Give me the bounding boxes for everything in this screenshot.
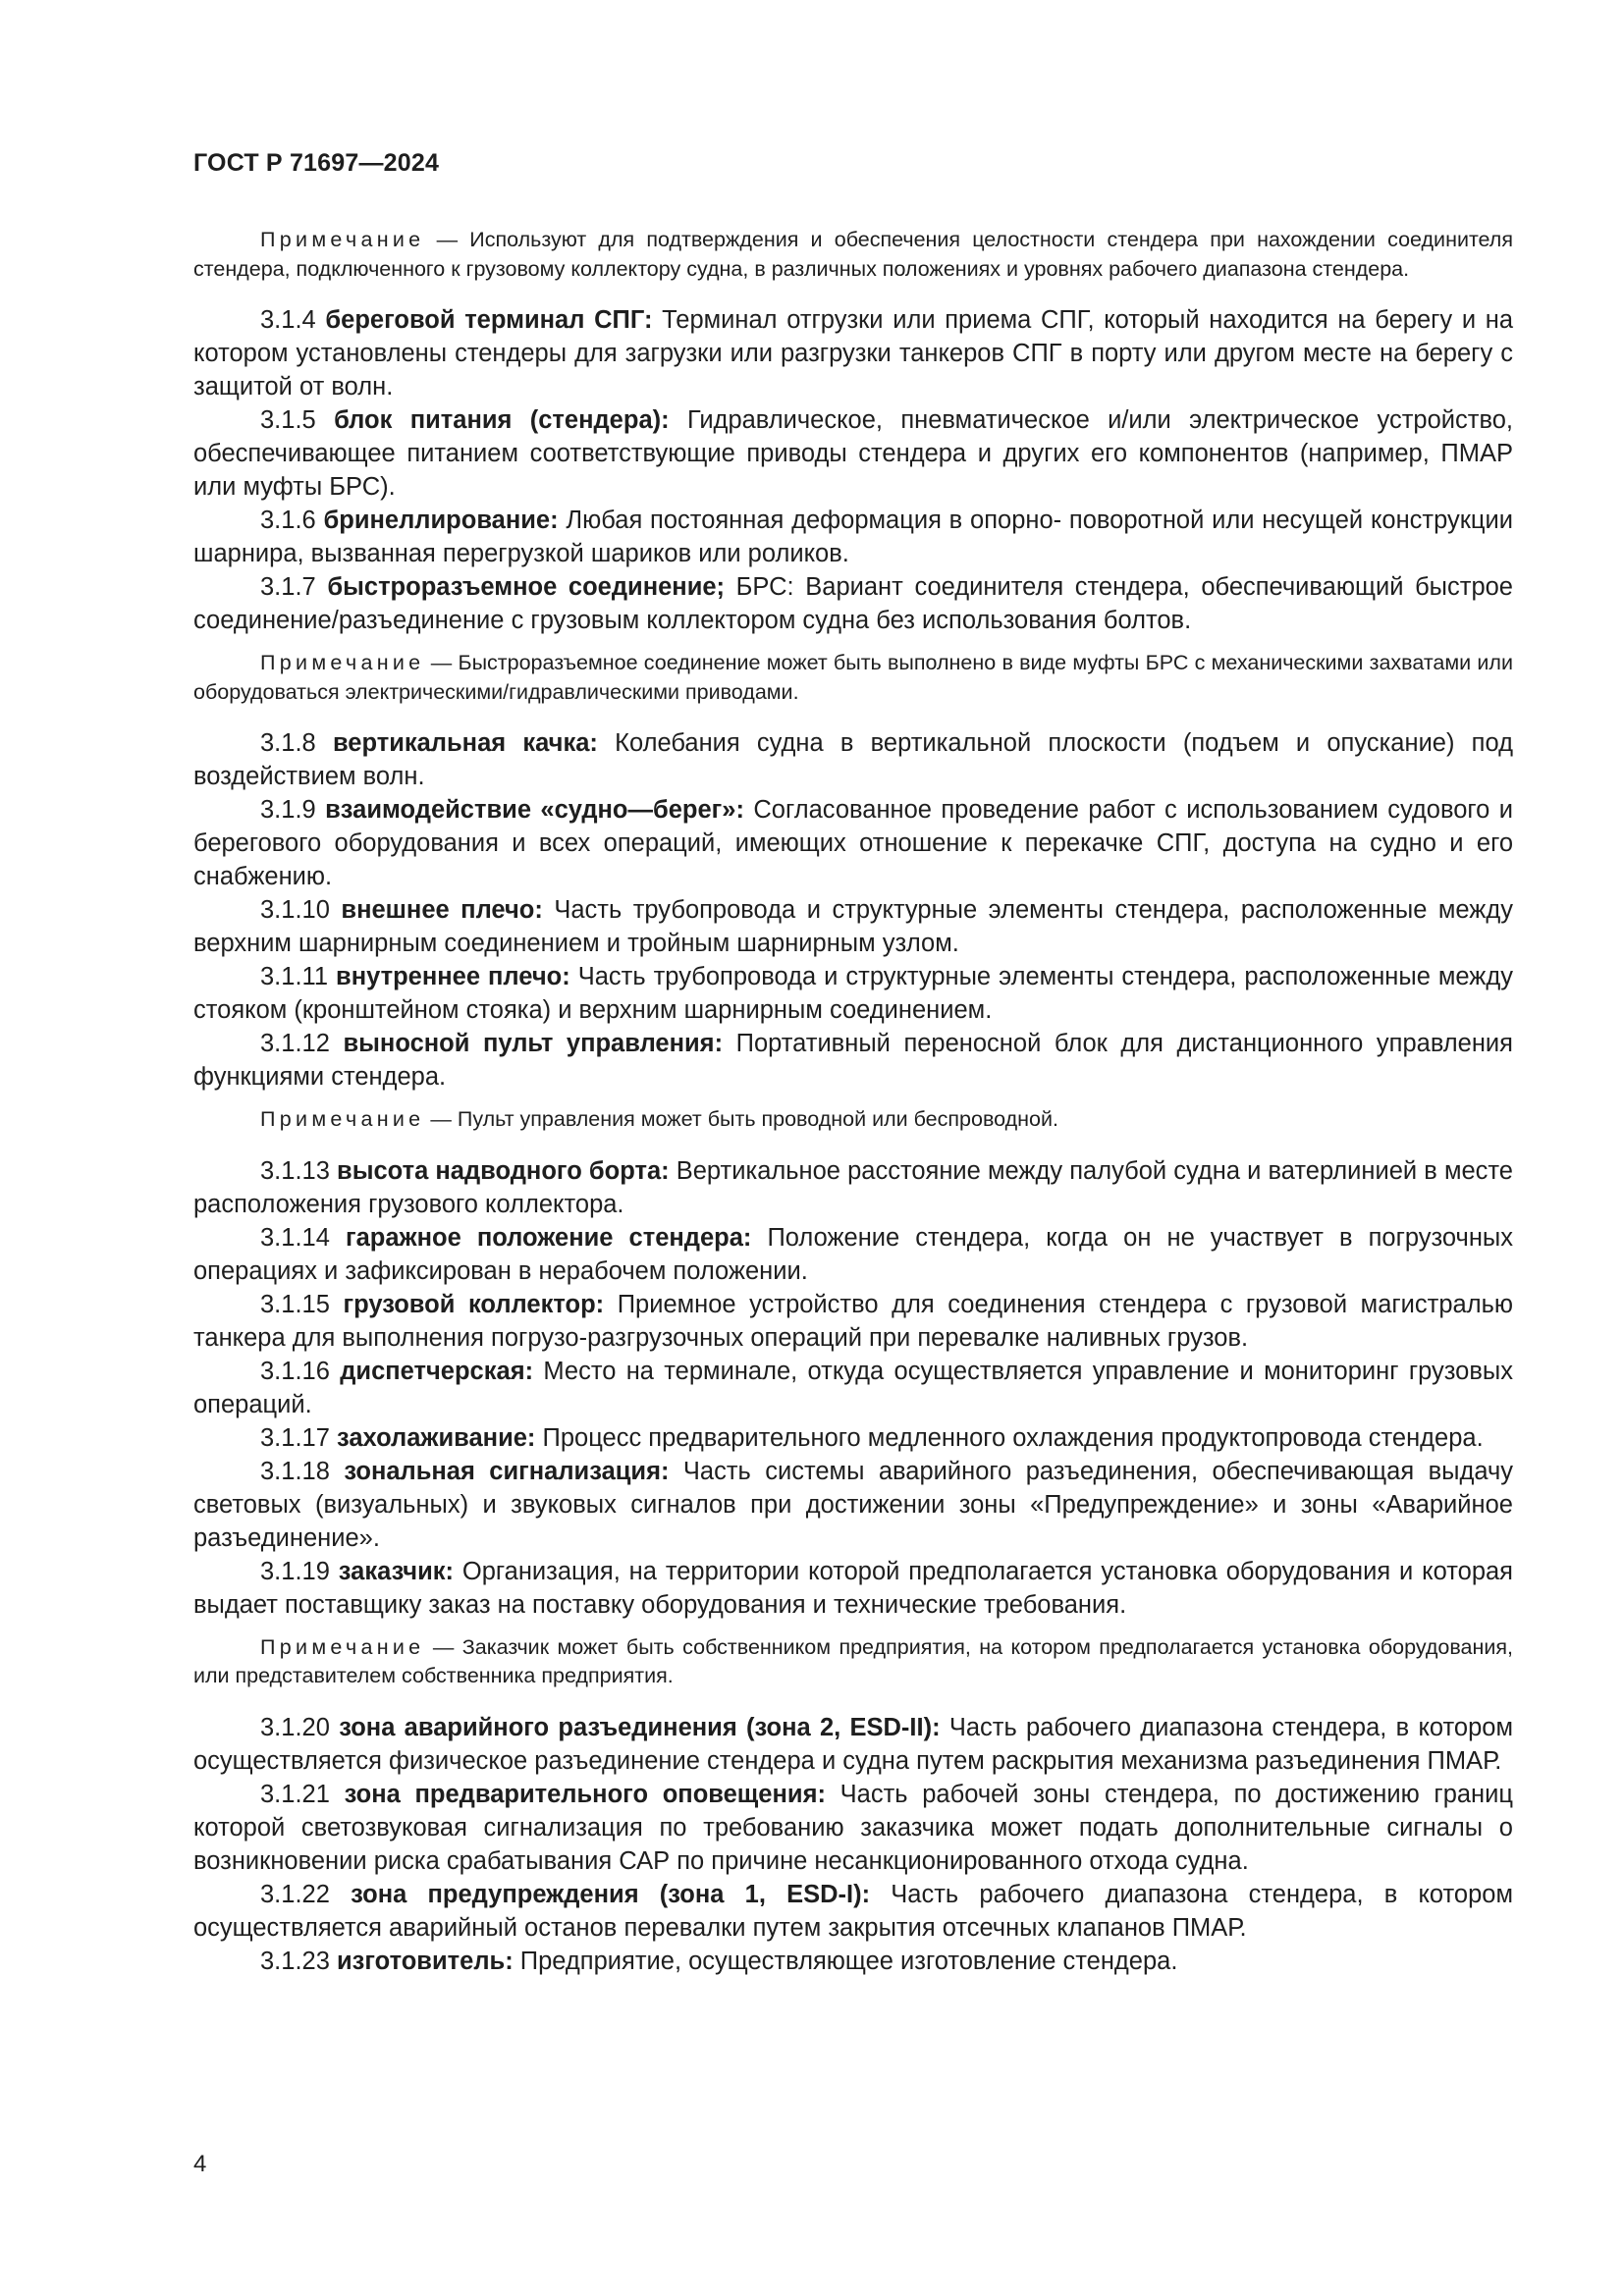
- term-number: 3.1.10: [260, 896, 330, 924]
- term-definition: [193, 403, 1513, 504]
- term-text: Часть рабочего диапазона стендера, в котором осуществляется аварийный останов перевалки путем закрытия отсечных клапанов ПМАР.: [193, 1880, 1513, 1942]
- term-definition: [193, 1945, 1513, 1978]
- term-name: захолаживание:: [337, 1423, 536, 1452]
- term-name: зона предупреждения (зона 1, ESD-I):: [351, 1880, 871, 1908]
- term-definition: [193, 1421, 1513, 1455]
- term-text: Колебания судна в вертикальной плоскости (подъем и опускание) под воздействием волн.: [193, 729, 1513, 790]
- term-name: высота надводного борта:: [337, 1156, 670, 1185]
- term-number: 3.1.20: [260, 1713, 330, 1741]
- term-number: 3.1.12: [260, 1030, 330, 1057]
- term-name: изготовитель:: [337, 1947, 514, 1975]
- term-text: Вертикальное расстояние между палубой судна и ватерлинией в месте расположения грузового коллектора.: [193, 1156, 1513, 1218]
- term-definition: [193, 1355, 1513, 1421]
- term-number: 3.1.13: [260, 1156, 330, 1185]
- note-text: — Заказчик может быть собственником предприятия, на котором предполагается установка оборудования, или представителем собственника предприятия.: [193, 1634, 1513, 1687]
- term-text: Часть рабочей зоны стендера, по достижению границ которой светозвуковая сигнализация по требованию заказчика может подать дополнительные сигналы о возникновении риска срабатывания САР по причине несанкционированного отхода судна.: [193, 1780, 1513, 1875]
- term-text: Часть рабочего диапазона стендера, в котором осуществляется физическое разъединение стендера и судна путем раскрытия механизма разъединения ПМАР.: [193, 1713, 1513, 1775]
- term-number: 3.1.18: [260, 1457, 330, 1485]
- term-name: внутреннее плечо:: [336, 963, 570, 990]
- note: [193, 649, 1513, 707]
- term-number: 3.1.19: [260, 1557, 330, 1585]
- term-name: береговой терминал СПГ:: [325, 306, 653, 334]
- term-text: Приемное устройство для соединения стендера с грузовой магистралью танкера для выполнения погрузо-разгрузочных операций при перевалке наливных грузов.: [193, 1290, 1514, 1352]
- term-definition: [193, 303, 1513, 403]
- note-label: Примечание: [260, 228, 425, 251]
- note: [193, 226, 1513, 284]
- term-text: Гидравлическое, пневматическое и/или электрическое устройство, обеспечивающее питанием соответствующие приводы стендера и других его компонентов (например, ПМАР или муфты БРС).: [193, 406, 1513, 501]
- term-number: 3.1.4: [260, 306, 316, 334]
- term-number: 3.1.17: [260, 1423, 330, 1452]
- term-definition: [193, 1455, 1513, 1555]
- term-name: заказчик:: [338, 1557, 455, 1585]
- term-number: 3.1.9: [260, 796, 316, 824]
- term-text: БРС: Вариант соединителя стендера, обеспечивающий быстрое соединение/разъединение с грузовым коллектором судна без использования болтов.: [193, 573, 1513, 634]
- term-text: Портативный переносной блок для дистанционного управления функциями стендера.: [193, 1030, 1513, 1091]
- term-definition: [193, 1711, 1513, 1778]
- term-number: 3.1.11: [260, 963, 329, 990]
- term-definition: [193, 1778, 1513, 1878]
- note-label: Примечание: [260, 1634, 425, 1659]
- document-body: [193, 226, 1513, 1978]
- term-number: 3.1.14: [260, 1223, 330, 1252]
- term-text: Организация, на территории которой предполагается установка оборудования и которая выдает поставщику заказ на поставку оборудования и технические требования.: [193, 1557, 1513, 1619]
- term-name: выносной пульт управления:: [343, 1030, 724, 1057]
- term-name: внешнее плечо:: [341, 896, 543, 924]
- note: [193, 1633, 1513, 1691]
- term-name: быстроразъемное соединение;: [327, 573, 726, 601]
- term-name: блок питания (стендера):: [334, 406, 670, 434]
- term-text: Место на терминале, откуда осуществляется управление и мониторинг грузовых операций.: [193, 1357, 1513, 1418]
- term-name: диспетчерская:: [340, 1357, 534, 1385]
- term-text: Часть трубопровода и структурные элементы стендера, расположенные между стояком (кронштейном стояка) и верхним шарнирным соединением.: [193, 963, 1513, 1024]
- term-definition: [193, 1221, 1513, 1288]
- term-definition: [193, 1878, 1513, 1945]
- term-definition: [193, 793, 1513, 893]
- term-number: 3.1.15: [260, 1290, 330, 1318]
- term-number: 3.1.23: [260, 1947, 330, 1975]
- note-text: — Пульт управления может быть проводной или беспроводной.: [424, 1107, 1058, 1131]
- page-number: 4: [193, 2151, 207, 2177]
- term-definition: [193, 1555, 1513, 1622]
- term-definition: [193, 960, 1513, 1027]
- term-definition: [193, 1027, 1513, 1094]
- term-text: Часть трубопровода и структурные элементы стендера, расположенные между верхним шарнирным соединением и тройным шарнирным узлом.: [193, 896, 1513, 957]
- term-text: Процесс предварительного медленного охлаждения продуктопровода стендера.: [535, 1423, 1484, 1452]
- term-number: 3.1.8: [260, 729, 316, 757]
- term-name: гаражное положение стендера:: [345, 1223, 752, 1252]
- note-text: — Быстроразъемное соединение может быть выполнено в виде муфты БРС с механическими захватами или оборудоваться электрическими/гидравлическими приводами.: [193, 651, 1513, 704]
- term-number: 3.1.21: [260, 1780, 330, 1808]
- term-definition: [193, 504, 1513, 570]
- term-number: 3.1.6: [260, 507, 316, 534]
- note-label: Примечание: [260, 1107, 425, 1131]
- term-text: Любая постоянная деформация в опорно- поворотной или несущей конструкции шарнира, вызванная перегрузкой шариков или роликов.: [193, 507, 1513, 567]
- term-text: Терминал отгрузки или приема СПГ, который находится на берегу и на котором установлены стендеры для загрузки или разгрузки танкеров СПГ в порту или другом месте на берегу с защитой от волн.: [193, 306, 1513, 400]
- term-number: 3.1.22: [260, 1880, 330, 1908]
- term-definition: [193, 1288, 1513, 1355]
- term-definition: [193, 1154, 1513, 1221]
- term-number: 3.1.16: [260, 1357, 330, 1385]
- term-name: зона предварительного оповещения:: [344, 1780, 826, 1808]
- term-name: вертикальная качка:: [332, 729, 598, 757]
- term-text: Положение стендера, когда он не участвует в погрузочных операциях и зафиксирован в нерабочем положении.: [193, 1223, 1513, 1285]
- term-definition: [193, 570, 1513, 637]
- document-header: ГОСТ Р 71697—2024: [193, 149, 440, 177]
- term-name: бринеллирование:: [323, 507, 559, 534]
- term-name: грузовой коллектор:: [343, 1290, 605, 1318]
- term-name: взаимодействие «судно—берег»:: [325, 796, 744, 824]
- note: [193, 1105, 1513, 1135]
- note-label: Примечание: [260, 651, 425, 674]
- term-name: зональная сигнализация:: [344, 1457, 670, 1485]
- term-text: Часть системы аварийного разъединения, обеспечивающая выдачу световых (визуальных) и звуковых сигналов при достижении зоны «Предупреждение» и зоны «Аварийное разъединение».: [193, 1457, 1513, 1552]
- term-text: Согласованное проведение работ с использованием судового и берегового оборудования и всех операций, имеющих отношение к перекачке СПГ, доступа на судно и его снабжению.: [193, 796, 1513, 890]
- term-definition: [193, 893, 1513, 960]
- term-text: Предприятие, осуществляющее изготовление стендера.: [513, 1947, 1178, 1975]
- note-text: — Используют для подтверждения и обеспечения целостности стендера при нахождении соединителя стендера, подключенного к грузовому коллектору судна, в различных положениях и уровнях рабочего диапазона стендера.: [193, 228, 1513, 281]
- term-definition: [193, 726, 1513, 793]
- term-number: 3.1.5: [260, 406, 316, 434]
- term-name: зона аварийного разъединения (зона 2, ESD-II):: [339, 1713, 941, 1741]
- term-number: 3.1.7: [260, 573, 316, 601]
